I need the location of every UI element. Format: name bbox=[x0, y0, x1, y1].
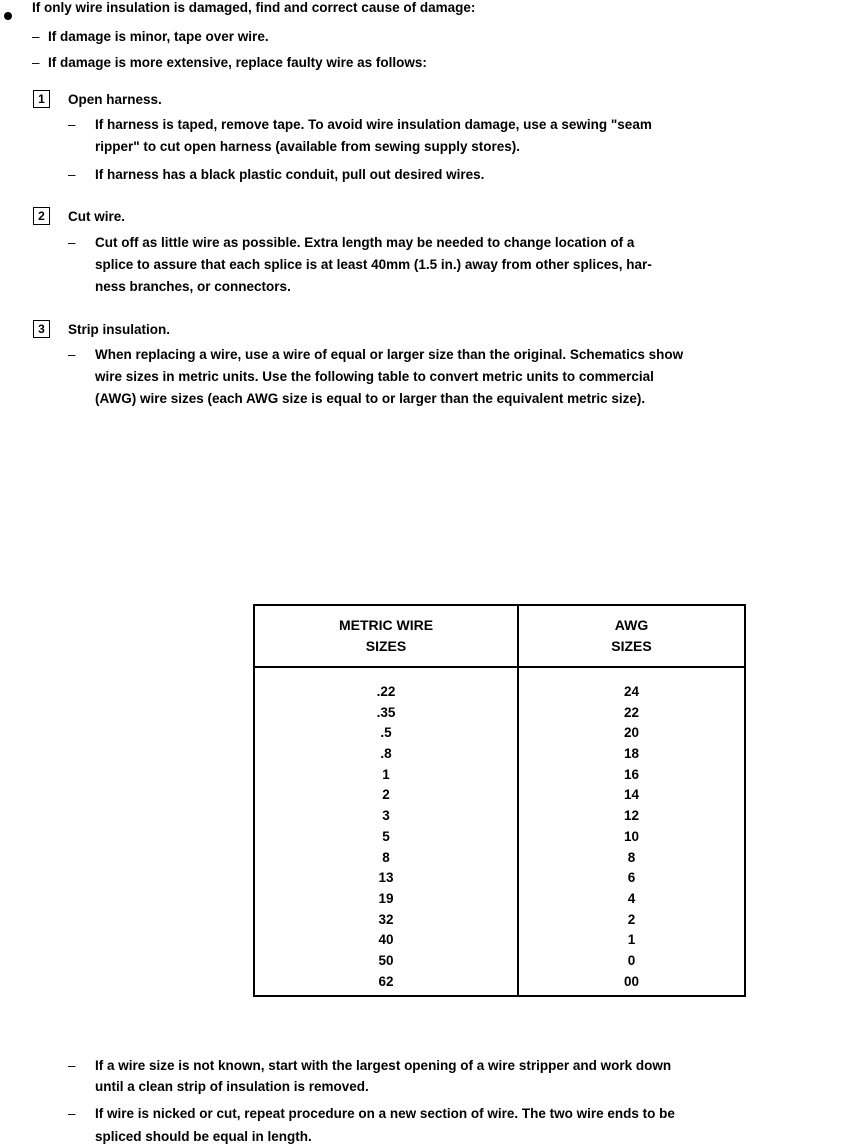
dash-icon: – bbox=[68, 347, 76, 362]
step-note-line: ness branches, or connectors. bbox=[95, 279, 291, 294]
after-note-line: spliced should be equal in length. bbox=[95, 1129, 312, 1144]
awg-size-cell: 00 bbox=[623, 973, 640, 989]
step-note-line: ripper" to cut open harness (available from sewing supply stores). bbox=[95, 139, 520, 154]
header-awg bbox=[518, 605, 745, 667]
after-note-line: If wire is nicked or cut, repeat procedure on a new section of wire. The two wire ends to be bbox=[95, 1106, 675, 1121]
step-title: Strip insulation. bbox=[68, 322, 171, 337]
awg-size-cell: 18 bbox=[623, 746, 640, 762]
metric-size-cell: 50 bbox=[378, 952, 394, 968]
awg-size-cell: 20 bbox=[623, 725, 640, 741]
awg-size-cell: 10 bbox=[623, 828, 640, 844]
metric-size-cell: 3 bbox=[382, 808, 390, 824]
step-title: Open harness. bbox=[68, 92, 162, 107]
awg-size-cell: 12 bbox=[623, 808, 640, 824]
step-title: Cut wire. bbox=[68, 209, 126, 224]
metric-size-cell: .8 bbox=[380, 746, 392, 762]
metric-size-cell: 2 bbox=[382, 787, 390, 803]
awg-column bbox=[518, 667, 745, 996]
step-note-line: (AWG) wire sizes (each AWG size is equal to or larger than the equivalent metric size). bbox=[95, 391, 646, 406]
dash-icon: – bbox=[68, 1058, 76, 1073]
option-minor: If damage is minor, tape over wire. bbox=[48, 29, 269, 44]
step-note-line: wire sizes in metric units. Use the following table to convert metric units to commercial bbox=[95, 369, 654, 384]
step-number-box: 3 bbox=[33, 320, 50, 338]
awg-size-cell: 22 bbox=[623, 704, 640, 720]
awg-size-cell: 4 bbox=[627, 890, 636, 906]
step-note-line: When replacing a wire, use a wire of equal or larger size than the original. Schematics show bbox=[95, 347, 684, 362]
table-header-row bbox=[254, 605, 745, 667]
header-line: SIZES bbox=[365, 638, 407, 654]
metric-size-cell: 8 bbox=[382, 849, 390, 865]
awg-size-cell: 8 bbox=[627, 849, 636, 865]
bullet-icon bbox=[4, 12, 12, 20]
table-body-row bbox=[254, 667, 745, 996]
awg-size-cell: 24 bbox=[623, 684, 640, 699]
awg-size-cell: 2 bbox=[627, 911, 636, 927]
step-note-line: If harness has a black plastic conduit, pull out desired wires. bbox=[95, 167, 485, 182]
header-line: SIZES bbox=[611, 638, 652, 654]
header-metric bbox=[254, 605, 518, 667]
step-note-line: If harness is taped, remove tape. To avoid wire insulation damage, use a sewing "seam bbox=[95, 117, 652, 132]
step-note-line: splice to assure that each splice is at least 40mm (1.5 in.) away from other splices, har- bbox=[95, 257, 652, 272]
dash-icon: – bbox=[32, 55, 40, 70]
metric-size-cell: 5 bbox=[382, 828, 390, 844]
header-line: METRIC WIRE bbox=[338, 617, 434, 633]
awg-size-cell: 14 bbox=[623, 787, 640, 803]
dash-icon: – bbox=[32, 29, 40, 44]
metric-size-cell: 13 bbox=[378, 870, 394, 886]
wire-size-conversion-table bbox=[253, 604, 746, 997]
intro-heading: If only wire insulation is damaged, find and correct cause of damage: bbox=[32, 0, 476, 15]
dash-icon: – bbox=[68, 1106, 76, 1121]
metric-column bbox=[254, 667, 518, 996]
header-line: AWG bbox=[614, 617, 649, 633]
after-note-line: until a clean strip of insulation is removed. bbox=[95, 1079, 369, 1094]
awg-size-cell: 6 bbox=[627, 870, 636, 886]
dash-icon: – bbox=[68, 235, 76, 250]
step-number-box: 1 bbox=[33, 90, 50, 108]
metric-size-cell: 62 bbox=[378, 973, 394, 989]
metric-size-cell: 40 bbox=[378, 932, 394, 948]
awg-size-cell: 16 bbox=[623, 766, 640, 782]
metric-size-cell: 19 bbox=[378, 890, 394, 906]
metric-size-cell: .22 bbox=[376, 684, 396, 699]
metric-size-cell: .5 bbox=[380, 725, 392, 741]
step-number-box: 2 bbox=[33, 207, 50, 225]
dash-icon: – bbox=[68, 167, 76, 182]
metric-size-cell: 1 bbox=[382, 766, 390, 782]
dash-icon: – bbox=[68, 117, 76, 132]
metric-size-cell: .35 bbox=[376, 704, 396, 720]
after-note-line: If a wire size is not known, start with the largest opening of a wire stripper and work down bbox=[95, 1058, 672, 1073]
step-note-line: Cut off as little wire as possible. Extra length may be needed to change location of a bbox=[95, 235, 635, 250]
metric-size-cell: 32 bbox=[378, 911, 394, 927]
option-extensive: If damage is more extensive, replace faulty wire as follows: bbox=[48, 55, 427, 70]
awg-size-cell: 0 bbox=[627, 952, 636, 968]
awg-size-cell: 1 bbox=[627, 932, 636, 948]
